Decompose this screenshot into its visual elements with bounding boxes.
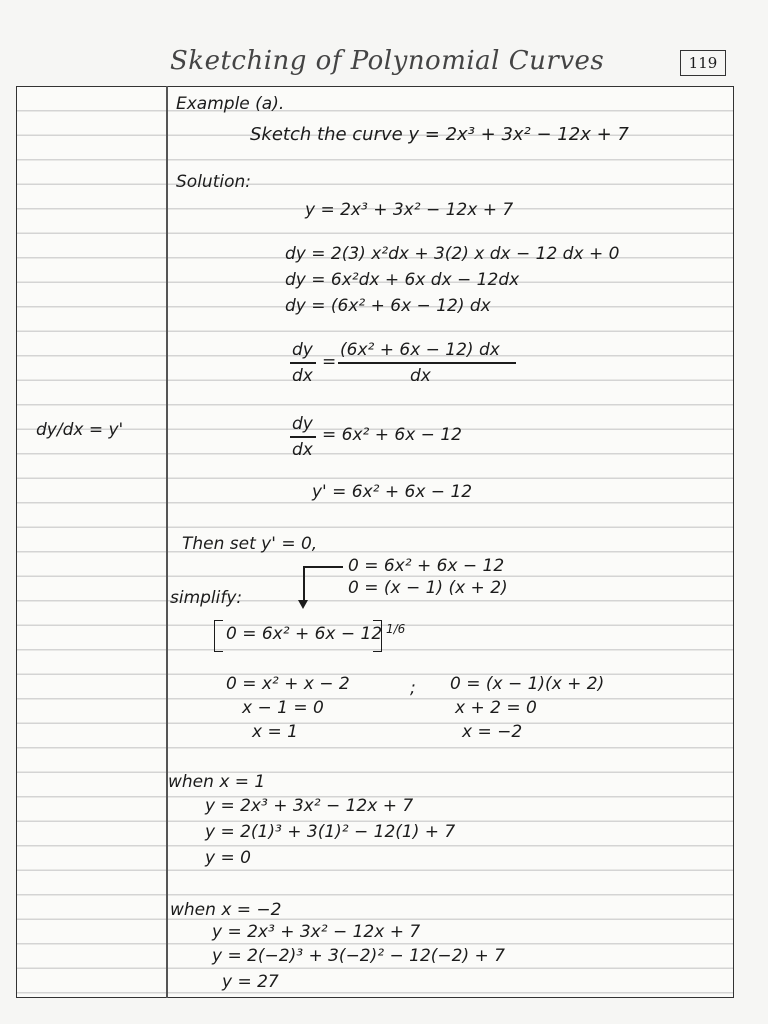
solution-line-1: y = 2x³ + 3x² − 12x + 7 bbox=[305, 200, 514, 220]
frac1-rhs-bar bbox=[338, 362, 516, 364]
solution-line-2: dy = 2(3) x²dx + 3(2) x dx − 12 dx + 0 bbox=[285, 244, 620, 264]
frac1-equals: = bbox=[322, 352, 337, 372]
case1-line-1: y = 2x³ + 3x² − 12x + 7 bbox=[205, 796, 414, 816]
example-task: Sketch the curve y = 2x³ + 3x² − 12x + 7 bbox=[250, 124, 629, 145]
left-eq-2: x − 1 = 0 bbox=[242, 698, 324, 718]
separator: ; bbox=[410, 678, 416, 698]
right-eq-1: 0 = (x − 1)(x + 2) bbox=[450, 674, 605, 694]
frac1-rhs-denominator: dx bbox=[410, 366, 431, 386]
right-bracket bbox=[373, 620, 382, 652]
then-set-line: Then set y' = 0, bbox=[182, 534, 318, 554]
arrow-line bbox=[303, 566, 305, 602]
frac2-denominator: dx bbox=[292, 440, 313, 460]
left-eq-3: x = 1 bbox=[252, 722, 298, 742]
margin-note: dy/dx = y' bbox=[36, 420, 124, 440]
critical-eq-1: 0 = 6x² + 6x − 12 bbox=[348, 556, 505, 576]
simplify-label: simplify: bbox=[170, 588, 243, 608]
right-eq-3: x = −2 bbox=[462, 722, 523, 742]
example-heading: Example (a). bbox=[176, 94, 285, 114]
margin-line bbox=[166, 86, 168, 998]
yprime-line: y' = 6x² + 6x − 12 bbox=[312, 482, 473, 502]
solution-line-3: dy = 6x²dx + 6x dx − 12dx bbox=[285, 270, 520, 290]
frac1-numerator: dy bbox=[292, 340, 313, 360]
left-eq-1: 0 = x² + x − 2 bbox=[226, 674, 350, 694]
case2-heading: when x = −2 bbox=[170, 900, 282, 920]
frac2-numerator: dy bbox=[292, 414, 313, 434]
case2-line-3: y = 27 bbox=[222, 972, 279, 992]
bracket-equation: 0 = 6x² + 6x − 12 bbox=[226, 624, 383, 644]
critical-eq-2: 0 = (x − 1) (x + 2) bbox=[348, 578, 508, 598]
bracket-factor: 1/6 bbox=[386, 622, 406, 636]
frac1-bar bbox=[290, 362, 316, 364]
page-title: Sketching of Polynomial Curves bbox=[170, 46, 605, 76]
case2-line-2: y = 2(−2)³ + 3(−2)² − 12(−2) + 7 bbox=[212, 946, 505, 966]
page-number: 119 bbox=[680, 50, 726, 76]
case1-heading: when x = 1 bbox=[168, 772, 266, 792]
solution-heading: Solution: bbox=[176, 172, 251, 192]
frac2-rhs: = 6x² + 6x − 12 bbox=[322, 425, 462, 445]
notebook-sheet bbox=[16, 86, 734, 998]
arrow-top bbox=[303, 566, 343, 568]
left-bracket bbox=[214, 620, 223, 652]
frac1-denominator: dx bbox=[292, 366, 313, 386]
solution-line-4: dy = (6x² + 6x − 12) dx bbox=[285, 296, 491, 316]
case2-line-1: y = 2x³ + 3x² − 12x + 7 bbox=[212, 922, 421, 942]
frac2-bar bbox=[290, 436, 316, 438]
right-eq-2: x + 2 = 0 bbox=[455, 698, 537, 718]
case1-line-3: y = 0 bbox=[205, 848, 251, 868]
arrow-down-icon bbox=[298, 600, 308, 609]
frac1-rhs-numerator: (6x² + 6x − 12) dx bbox=[340, 340, 500, 360]
case1-line-2: y = 2(1)³ + 3(1)² − 12(1) + 7 bbox=[205, 822, 456, 842]
